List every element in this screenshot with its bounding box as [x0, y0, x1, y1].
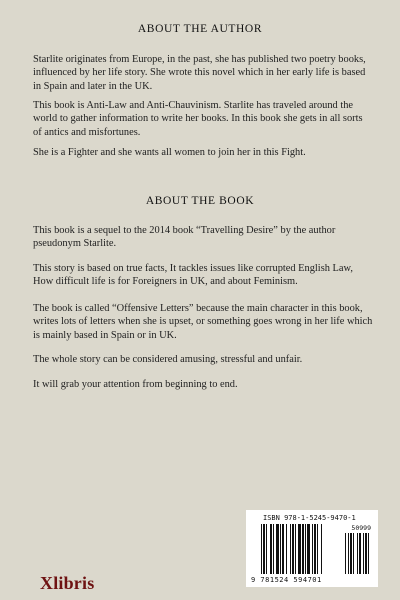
- about-book-paragraph-1: This book is a sequel to the 2014 book “Travelling Desire” by the author pseudonym Starlite.: [33, 225, 336, 250]
- price-code: 50999: [351, 524, 371, 532]
- ean-digits: 9 781524 594701: [251, 576, 322, 584]
- barcode-addon-bars: [345, 533, 371, 574]
- about-book-paragraph-3: The book is called “Offensive Letters” because the main character in this book, writes lots of letters when she is upset, or something goes wrong in her life which is mainly based in Spain or in UK.: [33, 303, 373, 341]
- about-author-heading: ABOUT THE AUTHOR: [137, 23, 263, 35]
- about-author-paragraph-3: She is a Fighter and she wants all women to join her in this Fight.: [33, 147, 306, 158]
- about-author-paragraph-2: This book is Anti-Law and Anti-Chauvinism. Starlite has traveled around the world to gather information to write her books. In this book she gets in all sorts of antics and misfortunes.: [33, 100, 363, 138]
- isbn-label: ISBN 978-1-5245-9470-1: [263, 514, 356, 522]
- about-book-heading: ABOUT THE BOOK: [145, 195, 255, 207]
- about-author-paragraph-1: Starlite originates from Europe, in the past, she has published two poetry books, influenced by her life story. She wrote this novel which in her early life is based in Spain and later in the UK.: [33, 54, 366, 92]
- about-book-paragraph-5: It will grab your attention from beginning to end.: [33, 379, 238, 390]
- about-book-paragraph-2: This story is based on true facts, It tackles issues like corrupted English Law, How difficult life is for Foreigners in UK, and about Feminism.: [33, 263, 353, 288]
- publisher-logo: Xlibris: [40, 573, 95, 593]
- isbn-barcode: [246, 510, 378, 587]
- about-book-paragraph-4: The whole story can be considered amusing, stressful and unfair.: [33, 354, 303, 365]
- barcode-bars: [261, 524, 341, 574]
